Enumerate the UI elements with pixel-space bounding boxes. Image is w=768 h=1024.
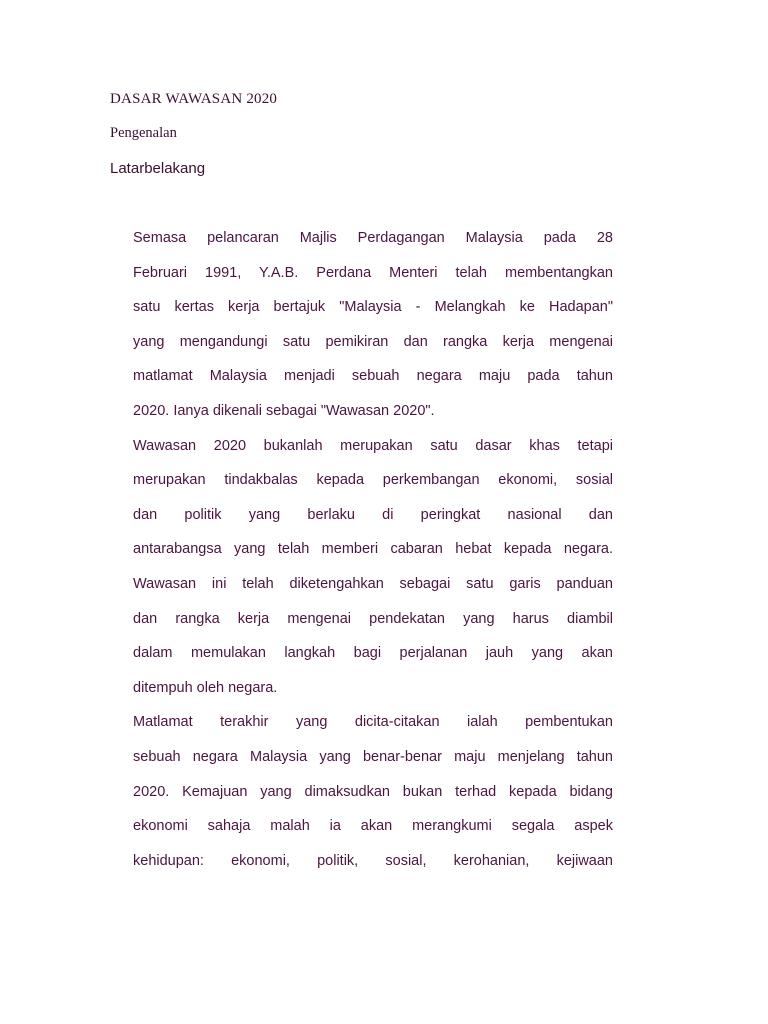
- text-line: dan rangka kerja mengenai pendekatan yang harus diambil: [133, 610, 613, 627]
- document-title: DASAR WAWASAN 2020: [110, 91, 278, 107]
- text-line: kehidupan: ekonomi, politik, sosial, kerohanian, kejiwaan: [133, 852, 613, 869]
- text-line: Februari 1991, Y.A.B. Perdana Menteri telah membentangkan: [133, 264, 613, 281]
- text-line: Wawasan ini telah diketengahkan sebagai satu garis panduan: [133, 575, 613, 592]
- text-line: dalam memulakan langkah bagi perjalanan jauh yang akan: [133, 645, 613, 662]
- text-line: 2020. Ianya dikenali sebagai "Wawasan 2020".: [133, 402, 435, 419]
- text-line: matlamat Malaysia menjadi sebuah negara maju pada tahun: [133, 368, 613, 385]
- text-line: dan politik yang berlaku di peringkat nasional dan: [133, 506, 613, 523]
- text-line: Semasa pelancaran Majlis Perdagangan Malaysia pada 28: [133, 230, 613, 246]
- text-line: antarabangsa yang telah memberi cabaran hebat kepada negara.: [133, 541, 613, 558]
- text-line: yang mengandungi satu pemikiran dan rangka kerja mengenai: [133, 333, 613, 350]
- body-text: [133, 228, 613, 885]
- text-line: Matlamat terakhir yang dicita-citakan ialah pembentukan: [133, 714, 613, 731]
- text-line: ditempuh oleh negara.: [133, 679, 278, 696]
- document-subtitle: Pengenalan: [110, 125, 177, 141]
- text-line: satu kertas kerja bertajuk "Malaysia - Melangkah ke Hadapan": [133, 299, 613, 316]
- text-line: 2020. Kemajuan yang dimaksudkan bukan terhad kepada bidang: [133, 783, 613, 800]
- text-line: merupakan tindakbalas kepada perkembangan ekonomi, sosial: [133, 472, 613, 489]
- section-heading: Latarbelakang: [110, 160, 206, 177]
- text-line: sebuah negara Malaysia yang benar-benar maju menjelang tahun: [133, 748, 613, 765]
- text-line: ekonomi sahaja malah ia akan merangkumi segala aspek: [133, 818, 613, 835]
- text-line: Wawasan 2020 bukanlah merupakan satu dasar khas tetapi: [133, 437, 613, 454]
